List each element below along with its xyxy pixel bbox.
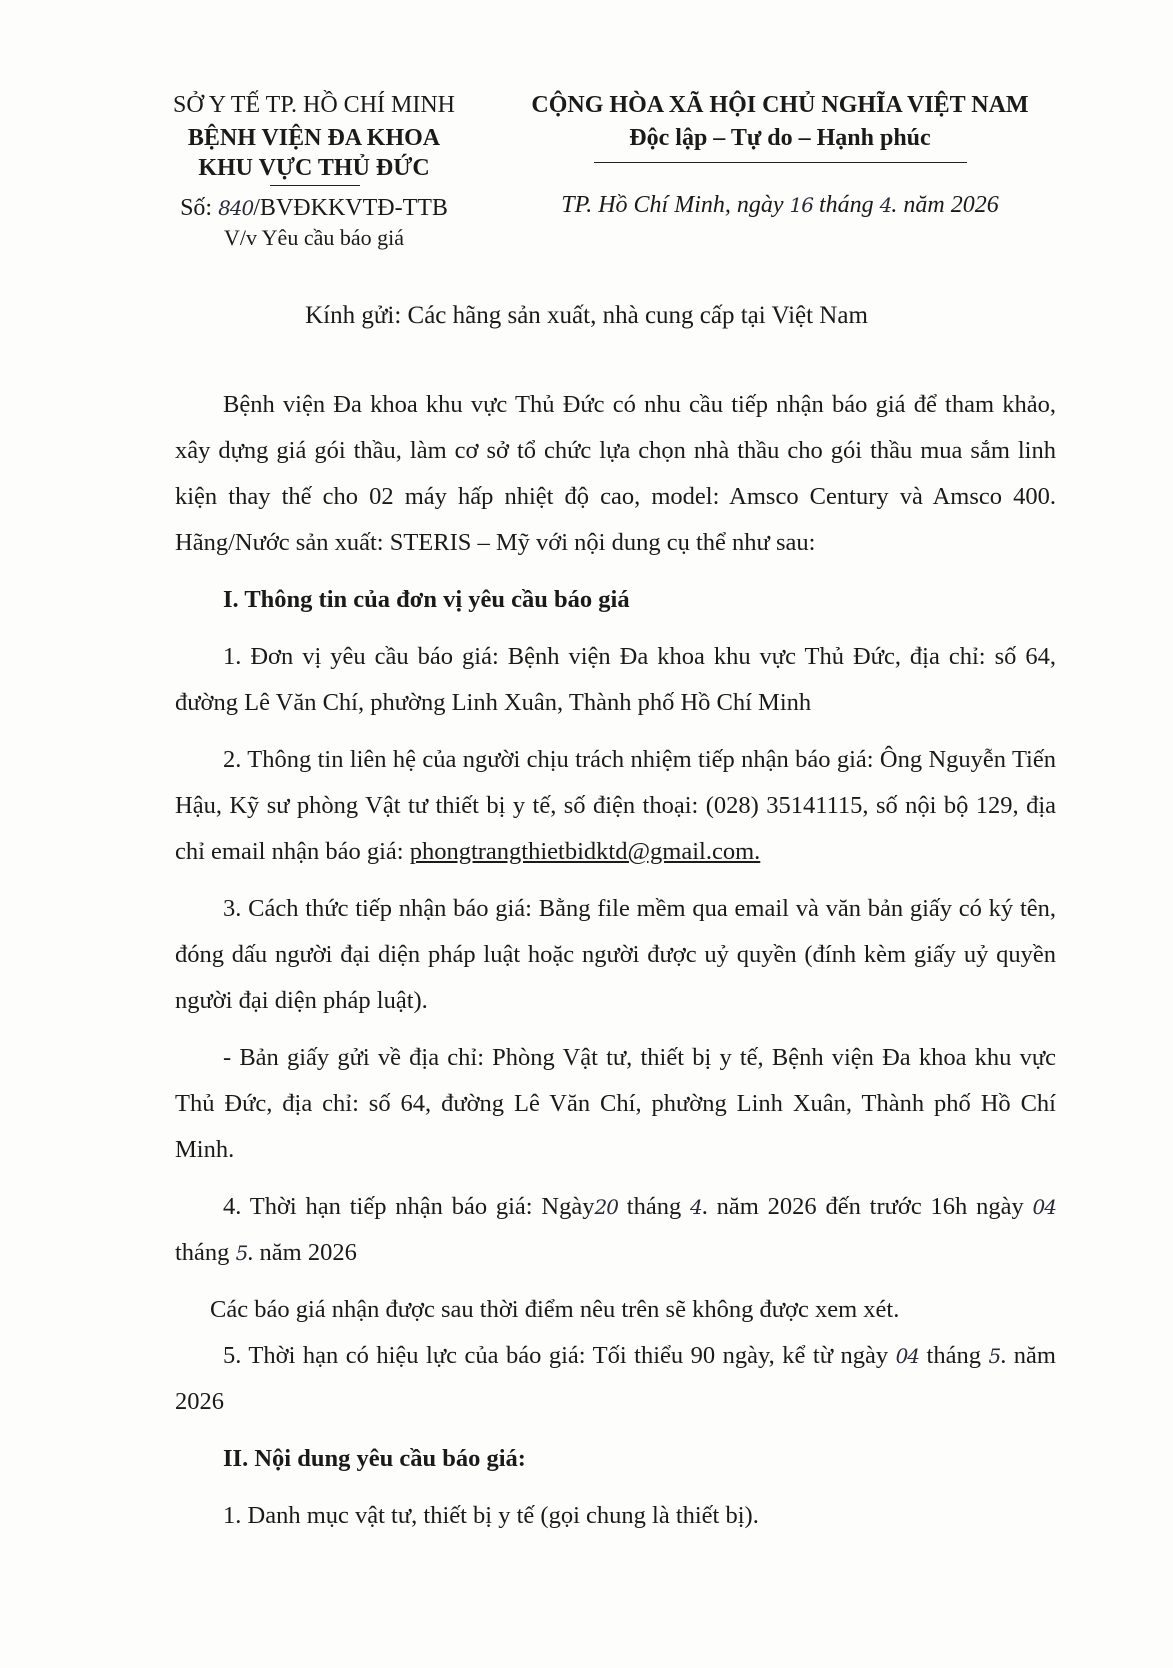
header-right-divider: [594, 162, 967, 163]
hospital-name-line1: BỆNH VIỆN ĐA KHOA: [187, 125, 441, 151]
section2-item1: 1. Danh mục vật tư, thiết bị y tế (gọi chung là thiết bị).: [223, 1502, 759, 1529]
section1-title: I. Thông tin của đơn vị yêu cầu báo giá: [223, 586, 630, 613]
late-quote-note: Các báo giá nhận được sau thời điểm nêu trên sẽ không được xem xét.: [210, 1296, 900, 1323]
section2-title: II. Nội dung yêu cầu báo giá:: [223, 1445, 526, 1472]
document-body: [175, 382, 1056, 1539]
section1-item3: 3. Cách thức tiếp nhận báo giá: Bằng file mềm qua email và văn bản giấy có ký tên, đóng dấu người đại diện pháp luật hoặc người được uỷ quyền (đính kèm giấy uỷ quyền người đại diện pháp luật).: [175, 895, 1056, 1014]
intro-paragraph: Bệnh viện Đa khoa khu vực Thủ Đức có nhu cầu tiếp nhận báo giá để tham khảo, xây dựng giá gói thầu, làm cơ sở tổ chức lựa chọn nhà thầu cho gói thầu mua sắm linh kiện thay thế cho 02 máy hấp nhiệt độ cao, model: Amsco Century và Amsco 400. Hãng/Nước sản xuất: STERIS – Mỹ với nội dung cụ thể như sau:: [175, 391, 1056, 556]
country-name: CỘNG HÒA XÃ HỘI CHỦ NGHĨA VIỆT NAM: [531, 92, 1029, 118]
national-motto: Độc lập – Tự do – Hạnh phúc: [629, 125, 931, 151]
handwritten-number: 840: [218, 196, 254, 220]
header-left-divider: [270, 185, 360, 186]
ministry-name: SỞ Y TẾ TP. HỒ CHÍ MINH: [172, 92, 456, 118]
recipient-line: Kính gửi: Các hãng sản xuất, nhà cung cấp tại Việt Nam: [305, 302, 868, 329]
section1-item5: 5. Thời hạn có hiệu lực của báo giá: Tối thiểu 90 ngày, kể từ ngày 04 tháng 5. năm 2026: [175, 1342, 1056, 1415]
section1-item4: 4. Thời hạn tiếp nhận báo giá: Ngày20 tháng 4. năm 2026 đến trước 16h ngày 04 tháng 5. năm 2026: [175, 1193, 1056, 1266]
section1-item2: 2. Thông tin liên hệ của người chịu trách nhiệm tiếp nhận báo giá: Ông Nguyễn Tiến Hậu, Kỹ sư phòng Vật tư thiết bị y tế, số điện thoại: (028) 35141115, số nội bộ 129, địa chỉ email nhận báo giá: phongtrangthietbidktd@gmail.com.: [175, 746, 1056, 865]
section1-item3-paper-address: - Bản giấy gửi về địa chỉ: Phòng Vật tư, thiết bị y tế, Bệnh viện Đa khoa khu vực Thủ Đức, địa chỉ: số 64, đường Lê Văn Chí, phường Linh Xuân, Thành phố Hồ Chí Minh.: [175, 1044, 1056, 1163]
document-date: TP. Hồ Chí Minh, ngày 16 tháng 4. năm 2026: [561, 192, 999, 218]
document-number: Số: 840/BVĐKKVTĐ-TTB: [180, 195, 448, 221]
hospital-name-line2: KHU VỰC THỦ ĐỨC: [198, 155, 430, 181]
email-link[interactable]: phongtrangthietbidktd@gmail.com.: [409, 838, 761, 865]
document-subject: V/v Yêu cầu báo giá: [223, 225, 404, 250]
section1-item1: 1. Đơn vị yêu cầu báo giá: Bệnh viện Đa khoa khu vực Thủ Đức, địa chỉ: số 64, đường Lê Văn Chí, phường Linh Xuân, Thành phố Hồ Chí Minh: [175, 643, 1056, 716]
